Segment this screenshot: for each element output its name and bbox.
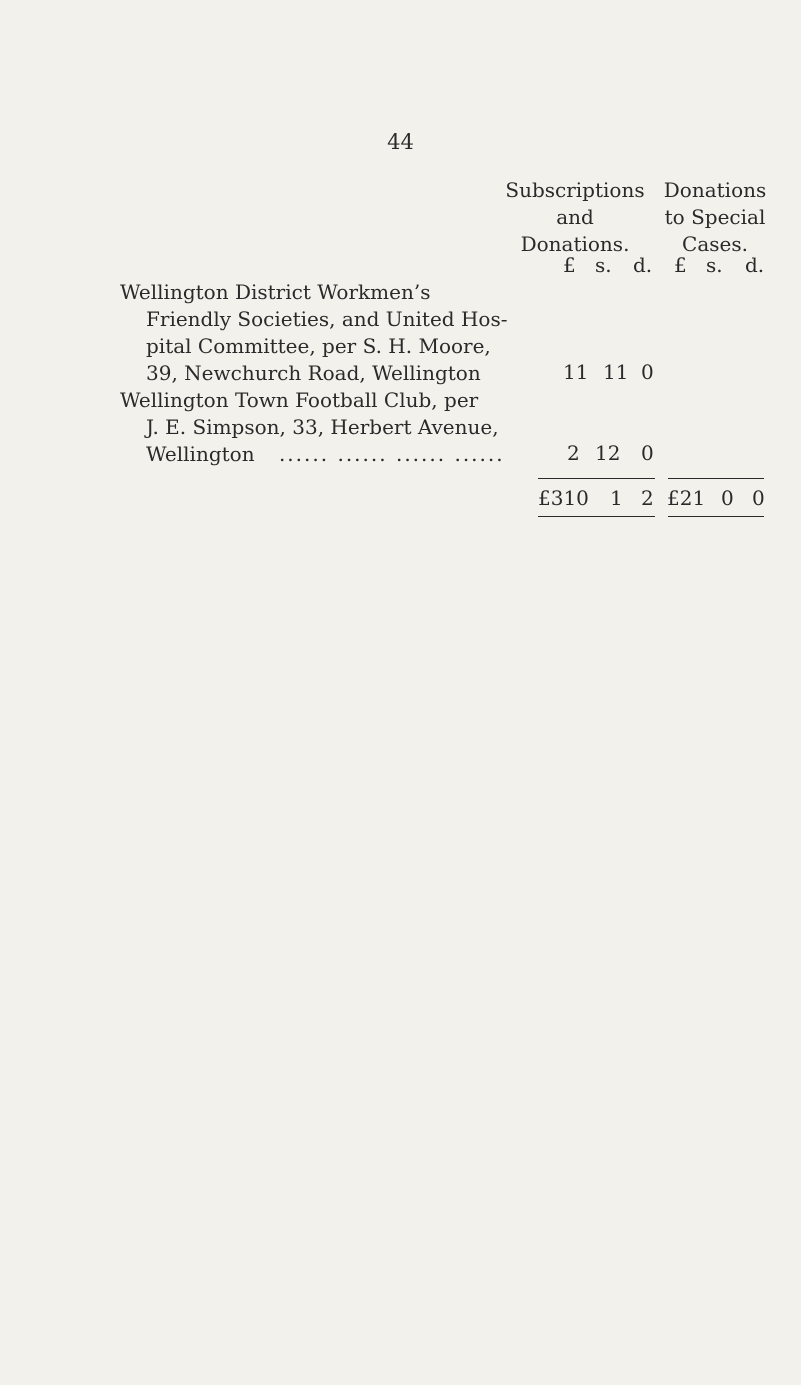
amount-pence: 0	[641, 360, 654, 384]
entry-workmens-societies	[120, 279, 542, 387]
page-number: 44	[387, 130, 414, 154]
entry-line: Wellington	[146, 442, 255, 466]
unit-pounds: £	[674, 253, 687, 277]
amount-pounds: 11	[563, 360, 589, 384]
amount-shillings: 11	[603, 360, 629, 384]
heading-line: Donations	[663, 178, 767, 202]
entry-football-club	[120, 387, 505, 468]
heading-line: Subscriptions	[505, 178, 645, 202]
total-rule-top	[538, 478, 655, 479]
unit-pence: d.	[633, 253, 653, 277]
heading-line: and	[556, 205, 594, 229]
entry-line: 39, Newchurch Road, Wellington	[146, 361, 481, 385]
unit-shillings: s.	[595, 253, 612, 277]
total-rule-top	[668, 478, 764, 479]
column-heading-subscriptions	[500, 177, 650, 258]
unit-shillings: s.	[706, 253, 723, 277]
amount-pounds: 2	[567, 441, 580, 465]
total-pence: 2	[641, 486, 654, 510]
total-pence: 0	[752, 486, 765, 510]
unit-pounds: £	[563, 253, 576, 277]
total-shillings: 0	[721, 486, 734, 510]
total-rule-bottom	[538, 516, 655, 517]
entry-line: Friendly Societies, and United Hos-	[146, 307, 508, 331]
total-rule-bottom	[668, 516, 764, 517]
amount-pence: 0	[641, 441, 654, 465]
entry-line: J. E. Simpson, 33, Herbert Avenue,	[146, 415, 499, 439]
entry-line: Wellington District Workmen’s	[120, 280, 431, 304]
entry-line: pital Committee, per S. H. Moore,	[146, 334, 491, 358]
heading-line: Donations.	[520, 232, 630, 256]
total-pounds: £21	[667, 486, 706, 510]
leader-dots: ...... ...... ...... ......	[278, 442, 505, 466]
column-heading-special-cases	[650, 177, 780, 258]
entry-line: Wellington Town Football Club, per	[120, 388, 479, 412]
heading-line: Cases.	[682, 232, 748, 256]
total-shillings: 1	[610, 486, 623, 510]
total-pounds: £310	[538, 486, 589, 510]
heading-line: to Special	[664, 205, 766, 229]
unit-pence: d.	[745, 253, 765, 277]
amount-shillings: 12	[595, 441, 621, 465]
